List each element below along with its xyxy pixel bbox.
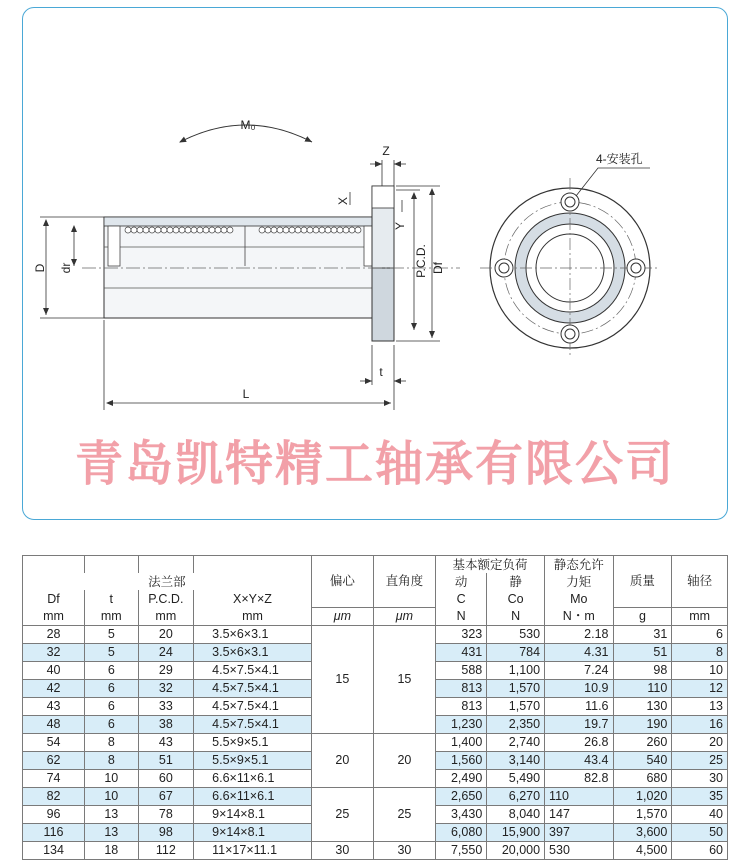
table-row: 42 6 32 4.5×7.5×4.1 813 1,570 10.9 110 12 [23, 679, 728, 697]
dim-label-t: t [379, 365, 383, 379]
col-t: t [85, 590, 138, 607]
perpendicularity-group-2: 20 [373, 733, 435, 787]
col-static: 静 [487, 573, 545, 590]
perpendicularity-group-4: 30 [373, 841, 435, 859]
col-perpendicularity: 直角度 [373, 556, 435, 608]
dim-label-y: Y [393, 221, 407, 231]
bushing-side-view [82, 186, 460, 341]
eccentricity-group-3: 25 [311, 787, 373, 841]
col-basic-load: 基本额定负荷 [435, 556, 544, 574]
company-watermark: 青岛凯特精工轴承有限公司 [74, 436, 675, 492]
eccentricity-group-1: 15 [311, 625, 373, 733]
col-dynamic: 动 [435, 573, 486, 590]
col-eccentricity: 偏心 [311, 556, 373, 608]
dim-label-df: Df [431, 262, 445, 274]
unit-mass: g [613, 607, 672, 625]
unit-shaft: mm [672, 607, 728, 625]
col-mass: 质量 [613, 556, 672, 608]
col-co: Co [487, 590, 545, 607]
unit-eccentricity: μm [311, 607, 373, 625]
unit-df: mm [23, 607, 85, 625]
col-c: C [435, 590, 486, 607]
moment-label: M₀ [240, 118, 256, 132]
unit-perpendicularity: μm [373, 607, 435, 625]
perpendicularity-group-3: 25 [373, 787, 435, 841]
table-row: 32 5 24 3.5×6×3.1 431 784 4.31 51 8 [23, 643, 728, 661]
table-row: 134 18 112 11×17×11.1 30 30 7,550 20,000 530 4,500 60 [23, 841, 728, 859]
col-mo: Mo [545, 590, 613, 607]
col-xyz: X×Y×Z [194, 590, 312, 607]
unit-xyz: mm [194, 607, 312, 625]
table-row: 96 13 78 9×14×8.1 3,430 8,040 147 1,570 40 [23, 805, 728, 823]
unit-pcd: mm [138, 607, 194, 625]
table-row: 40 6 29 4.5×7.5×4.1 588 1,100 7.24 98 10 [23, 661, 728, 679]
col-static-moment-2: 力矩 [545, 573, 613, 590]
col-df: Df [23, 590, 85, 607]
dim-label-l: L [242, 387, 250, 401]
unit-mo: N・m [545, 607, 613, 625]
unit-t: mm [85, 607, 138, 625]
table-row: 28 5 20 3.5×6×3.1 15 15 323 530 2.18 31 6 [23, 625, 728, 643]
table-row: 48 6 38 4.5×7.5×4.1 1,230 2,350 19.7 190 16 [23, 715, 728, 733]
table-row: 43 6 33 4.5×7.5×4.1 813 1,570 11.6 130 13 [23, 697, 728, 715]
perpendicularity-group-1: 15 [373, 625, 435, 733]
unit-c: N [435, 607, 486, 625]
dim-label-pcd: P.C.D. [414, 244, 428, 278]
table-row: 62 8 51 5.5×9×5.1 1,560 3,140 43.4 540 25 [23, 751, 728, 769]
table-row: 54 8 43 5.5×9×5.1 20 20 1,400 2,740 26.8 260 20 [23, 733, 728, 751]
eccentricity-group-4: 30 [311, 841, 373, 859]
table-row: 116 13 98 9×14×8.1 6,080 15,900 397 3,600 50 [23, 823, 728, 841]
col-shaft: 轴径 [672, 556, 728, 608]
col-pcd: P.C.D. [138, 590, 194, 607]
table-row: 82 10 67 6.6×11×6.1 25 25 2,650 6,270 110 1,020 35 [23, 787, 728, 805]
dim-label-dr: dr [59, 262, 73, 274]
spec-table [22, 555, 728, 860]
dim-label-z: Z [382, 144, 390, 158]
dim-label-x: X [336, 196, 350, 206]
col-flange-group: 法兰部 [23, 573, 312, 590]
unit-co: N [487, 607, 545, 625]
col-static-moment-1: 静态允许 [545, 556, 613, 574]
dim-label-d: D [33, 263, 47, 273]
bushing-front-view [480, 168, 660, 358]
mounting-holes-label: 4-安装孔 [596, 152, 643, 166]
table-row: 74 10 60 6.6×11×6.1 2,490 5,490 82.8 680 30 [23, 769, 728, 787]
eccentricity-group-2: 20 [311, 733, 373, 787]
